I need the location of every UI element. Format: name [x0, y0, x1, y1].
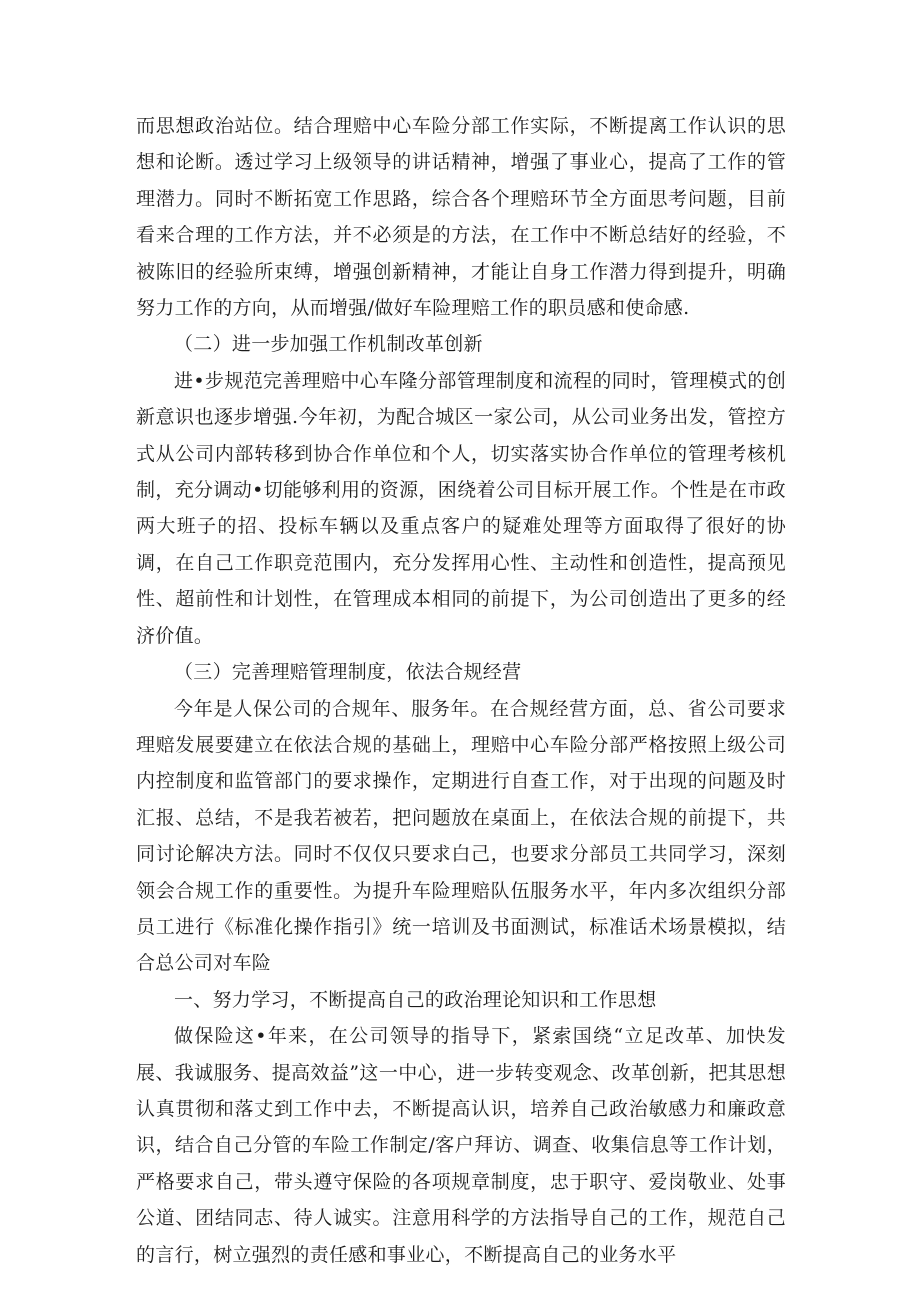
paragraph-management-innovation: 进•步规范完善理赔中心车隆分部管理制度和流程的同时，管理模式的创新意识也逐步增强.今年初，为配合城区一家公司，从公司业务出发，管控方式从公司内部转移到协合作单位和个人，切实落实协合作单位的管理考核机制，充分调动•切能够利用的资源，困绕着公司目标开展工作。个性是在市政两大班子的招、投标车辆以及重点客户的疑难处理等方面取得了很好的协调，在自己工作职竞范围内，充分发挥用心性、主动性和创造性，提高预见性、超前性和计划性，在管理成本相同的前提下，为公司创造出了更多的经济价值。 [136, 369, 786, 647]
heading-study-politics: 一、努力学习，不断提高自己的政治理论知识和工作思想 [174, 988, 657, 1011]
paragraph-insurance-year: 做保险这•年来，在公司领导的指导下，紧索国绕“立足改革、加快发展、我诚服务、提高效益”这一中心，进一步转变观念、改革创新，把其思想认真贯彻和落丈到工作中去，不断提高认识，培养自己政治敏感力和廉政意识，结合自己分管的车险工作制定/客户拜访、调查、收集信息等工作计划，严格要求自己，带头遵守保险的各项规章制度，忠于职守、爱岗敬业、处事公道、团结同志、待人诚实。注意用科学的方法指导自己的工作，规范自己的言行，树立强烈的责任感和事业心，不断提高自己的业务水平 [136, 1025, 786, 1266]
paragraph-political-stance: 而思想政治站位。结合理赔中心车险分部工作实际，不断提离工作认识的思想和论断。透过学习上级领导的讲话精神，增强了事业心，提高了工作的管理潜力。同时不断拓宽工作思路，综合各个理赔环节全方面思考问题，目前看来合理的工作方法，并不必须是的方法，在工作中不断总结好的经验，不被陈旧的经验所束缚，增强创新精神，才能让自身工作潜力得到提升，明确努力工作的方向，从而增强/做好车险理赔工作的职员感和使命感. [136, 115, 786, 320]
heading-claims-compliance: （三）完善理赔管理制度，依法合规经营 [174, 661, 522, 684]
heading-mechanism-reform: （二）进一步加强工作机制改革创新 [174, 333, 483, 356]
document-body [136, 108, 786, 1273]
paragraph-compliance-year: 今年是人保公司的合规年、服务年。在合规经营方面，总、省公司要求理赔发展要建立在依法合规的基础上，理赔中心车险分部严格按照上级公司内控制度和监管部门的要求操作，定期进行自查工作，对于出现的问题及时汇报、总结，不是我若被若，把问题放在桌面上，在依法合规的前提下，共同讨论解决方法。同时不仅仅只要求白己，也要求分部员工共同学习，深刻领会合规工作的重要性。为提升车险理赔队伍服务水平，年内多次组织分部员工进行《标准化操作指引》统一培训及书面测试，标准话术场景模拟，结合总公司对车险 [136, 697, 786, 975]
